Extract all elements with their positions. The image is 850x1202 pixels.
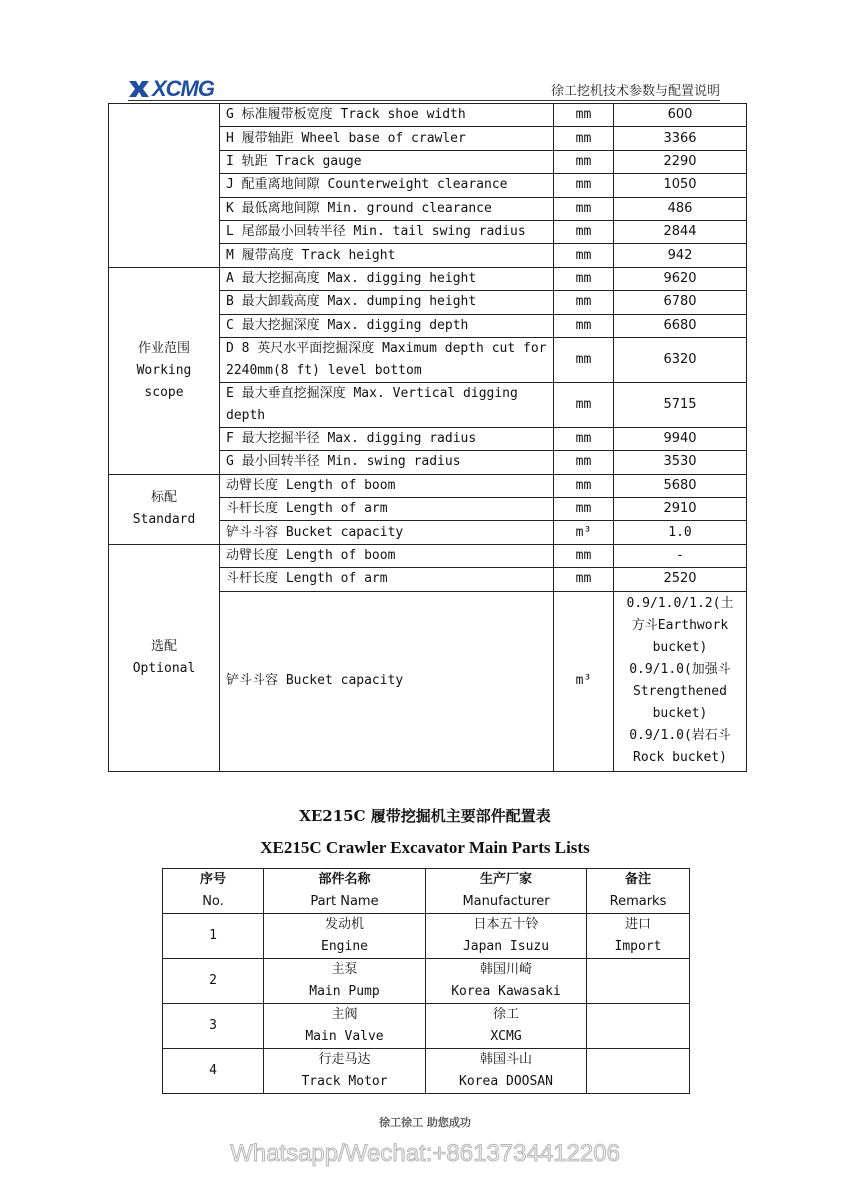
param-cell: 铲斗斗容 Bucket capacity — [220, 591, 554, 771]
unit-cell: mm — [554, 451, 614, 474]
value-cell: 6680 — [614, 314, 747, 337]
bucket-line: Rock bucket) — [633, 750, 727, 766]
part-name — [264, 914, 426, 959]
manufacturer-zh: 韩国斗山 — [479, 1052, 532, 1067]
table-row — [109, 104, 747, 127]
value-cell: 2844 — [614, 220, 747, 243]
header-no — [163, 869, 264, 914]
header-zh: 部件名称 — [318, 872, 371, 887]
unit-cell: mm — [554, 427, 614, 450]
remarks-en: Import — [614, 939, 662, 954]
header-en: Manufacturer — [462, 894, 550, 909]
header-manufacturer — [426, 869, 587, 914]
unit-cell: mm — [554, 150, 614, 173]
value-cell: 9940 — [614, 427, 747, 450]
manufacturer — [426, 1004, 587, 1049]
part-no: 2 — [163, 959, 264, 1004]
contact-watermark: Whatsapp/Wechat:+8613734412206 — [230, 1140, 620, 1167]
param-cell: L 尾部最小回转半径 Min. tail swing radius — [220, 220, 554, 243]
bucket-line: bucket) — [652, 640, 708, 656]
table-row — [109, 267, 747, 290]
table-row — [163, 1004, 690, 1049]
bucket-line: 0.9/1.0(加强斗 — [629, 662, 731, 678]
unit-cell: mm — [554, 104, 614, 127]
category-label-zh: 作业范围 — [137, 340, 190, 356]
unit-cell: mm — [554, 568, 614, 591]
spec-table — [108, 103, 747, 772]
footer-slogan: 徐工徐工 助您成功 — [379, 1116, 471, 1129]
unit-cell: mm — [554, 291, 614, 314]
manufacturer-zh: 徐工 — [492, 1007, 519, 1022]
unit-cell: mm — [554, 244, 614, 267]
unit-cell: mm — [554, 544, 614, 567]
unit-cell: mm — [554, 314, 614, 337]
value-cell: 6320 — [614, 337, 747, 382]
unit-cell: mm — [554, 337, 614, 382]
value-cell: 5680 — [614, 474, 747, 497]
bucket-line: 0.9/1.0/1.2(土 — [626, 596, 734, 612]
param-cell: 斗杆长度 Length of arm — [220, 498, 554, 521]
remarks — [587, 1049, 690, 1094]
category-cell-empty — [109, 104, 220, 268]
part-name — [264, 959, 426, 1004]
param-cell: B 最大卸载高度 Max. dumping height — [220, 291, 554, 314]
value-cell: 3366 — [614, 127, 747, 150]
part-name-zh: 主阀 — [331, 1007, 358, 1022]
header-zh: 序号 — [199, 872, 226, 887]
bucket-line: 0.9/1.0(岩石斗 — [629, 728, 731, 744]
page-header-title: 徐工挖机技术参数与配置说明 — [550, 84, 720, 99]
part-no: 1 — [163, 914, 264, 959]
header-part-name — [264, 869, 426, 914]
manufacturer-en: Korea DOOSAN — [459, 1074, 553, 1089]
logo-text: XCMG — [152, 76, 214, 101]
value-cell: - — [614, 544, 747, 567]
category-working-scope — [109, 267, 220, 474]
param-cell: E 最大垂直挖掘深度 Max. Vertical digging depth — [220, 382, 554, 427]
unit-cell: m³ — [554, 521, 614, 544]
remarks — [587, 1004, 690, 1049]
unit-cell: mm — [554, 267, 614, 290]
value-cell: 486 — [614, 197, 747, 220]
param-cell: 铲斗斗容 Bucket capacity — [220, 521, 554, 544]
param-cell: C 最大挖掘深度 Max. digging depth — [220, 314, 554, 337]
unit-cell: mm — [554, 127, 614, 150]
bucket-line: bucket) — [652, 706, 708, 722]
part-name-en: Engine — [321, 939, 368, 954]
header-en: Remarks — [609, 894, 667, 909]
category-label-zh: 选配 — [150, 638, 177, 654]
header-en: No. — [202, 894, 224, 909]
bucket-line: 方斗Earthwork — [631, 618, 729, 634]
category-label-zh: 标配 — [150, 490, 177, 506]
part-no: 3 — [163, 1004, 264, 1049]
parts-header-row — [163, 869, 690, 914]
value-cell: 2290 — [614, 150, 747, 173]
table-row — [109, 474, 747, 497]
unit-cell: mm — [554, 174, 614, 197]
table-row — [163, 959, 690, 1004]
unit-cell: mm — [554, 197, 614, 220]
value-cell: 2520 — [614, 568, 747, 591]
table-row — [163, 1049, 690, 1094]
param-cell: G 标准履带板宽度 Track shoe width — [220, 104, 554, 127]
header-divider — [128, 100, 720, 101]
category-label-en: Standard — [132, 512, 196, 528]
category-label-en: Optional — [132, 660, 196, 676]
manufacturer — [426, 959, 587, 1004]
part-name — [264, 1004, 426, 1049]
table-row — [109, 544, 747, 567]
unit-cell: mm — [554, 498, 614, 521]
value-cell: 600 — [614, 104, 747, 127]
value-cell: 2910 — [614, 498, 747, 521]
param-cell: 斗杆长度 Length of arm — [220, 568, 554, 591]
optional-bucket-values — [614, 591, 747, 771]
part-name-en: Main Valve — [305, 1029, 384, 1044]
param-cell: 动臂长度 Length of boom — [220, 544, 554, 567]
category-standard — [109, 474, 220, 544]
header-remarks — [587, 869, 690, 914]
param-cell: K 最低离地间隙 Min. ground clearance — [220, 197, 554, 220]
header-zh: 备注 — [624, 872, 651, 887]
part-name-en: Main Pump — [309, 984, 380, 999]
value-cell: 942 — [614, 244, 747, 267]
manufacturer-en: Korea Kawasaki — [451, 984, 561, 999]
param-cell: G 最小回转半径 Min. swing radius — [220, 451, 554, 474]
param-cell: 动臂长度 Length of boom — [220, 474, 554, 497]
unit-cell: m³ — [554, 591, 614, 771]
header-zh: 生产厂家 — [479, 872, 532, 887]
category-optional — [109, 544, 220, 771]
manufacturer-zh: 日本五十铃 — [473, 917, 539, 932]
remarks — [587, 959, 690, 1004]
part-name-en: Track Motor — [301, 1074, 388, 1089]
param-cell: J 配重离地间隙 Counterweight clearance — [220, 174, 554, 197]
header-en: Part Name — [310, 894, 379, 909]
unit-cell: mm — [554, 220, 614, 243]
remarks — [587, 914, 690, 959]
value-cell: 5715 — [614, 382, 747, 427]
parts-title-zh: XE215C 履带挖掘机主要部件配置表 — [299, 807, 551, 825]
param-cell: F 最大挖掘半径 Max. digging radius — [220, 427, 554, 450]
value-cell: 6780 — [614, 291, 747, 314]
value-cell: 1.0 — [614, 521, 747, 544]
parts-table — [162, 868, 690, 1094]
param-cell: H 履带轴距 Wheel base of crawler — [220, 127, 554, 150]
part-name — [264, 1049, 426, 1094]
manufacturer-en: XCMG — [490, 1029, 522, 1044]
value-cell: 3530 — [614, 451, 747, 474]
remarks-zh: 进口 — [624, 917, 651, 932]
value-cell: 1050 — [614, 174, 747, 197]
parts-title-en: XE215C Crawler Excavator Main Parts Lists — [260, 838, 590, 857]
manufacturer — [426, 1049, 587, 1094]
part-name-zh: 发动机 — [324, 917, 364, 932]
param-cell: A 最大挖掘高度 Max. digging height — [220, 267, 554, 290]
unit-cell: mm — [554, 382, 614, 427]
manufacturer-en: Japan Isuzu — [462, 939, 550, 954]
table-row — [163, 914, 690, 959]
category-label-en: Working scope — [136, 362, 192, 400]
unit-cell: mm — [554, 474, 614, 497]
param-cell: I 轨距 Track gauge — [220, 150, 554, 173]
manufacturer-zh: 韩国川崎 — [479, 962, 532, 977]
bucket-line: Strengthened — [633, 684, 727, 700]
value-cell: 9620 — [614, 267, 747, 290]
xcmg-logo — [128, 78, 214, 100]
part-no: 4 — [163, 1049, 264, 1094]
param-cell: D 8 英尺水平面挖掘深度 Maximum depth cut for 2240mm(8 ft) level bottom — [220, 337, 554, 382]
xcmg-logo-icon — [128, 79, 150, 99]
part-name-zh: 主泵 — [331, 962, 358, 977]
param-cell: M 履带高度 Track height — [220, 244, 554, 267]
manufacturer — [426, 914, 587, 959]
part-name-zh: 行走马达 — [318, 1052, 371, 1067]
